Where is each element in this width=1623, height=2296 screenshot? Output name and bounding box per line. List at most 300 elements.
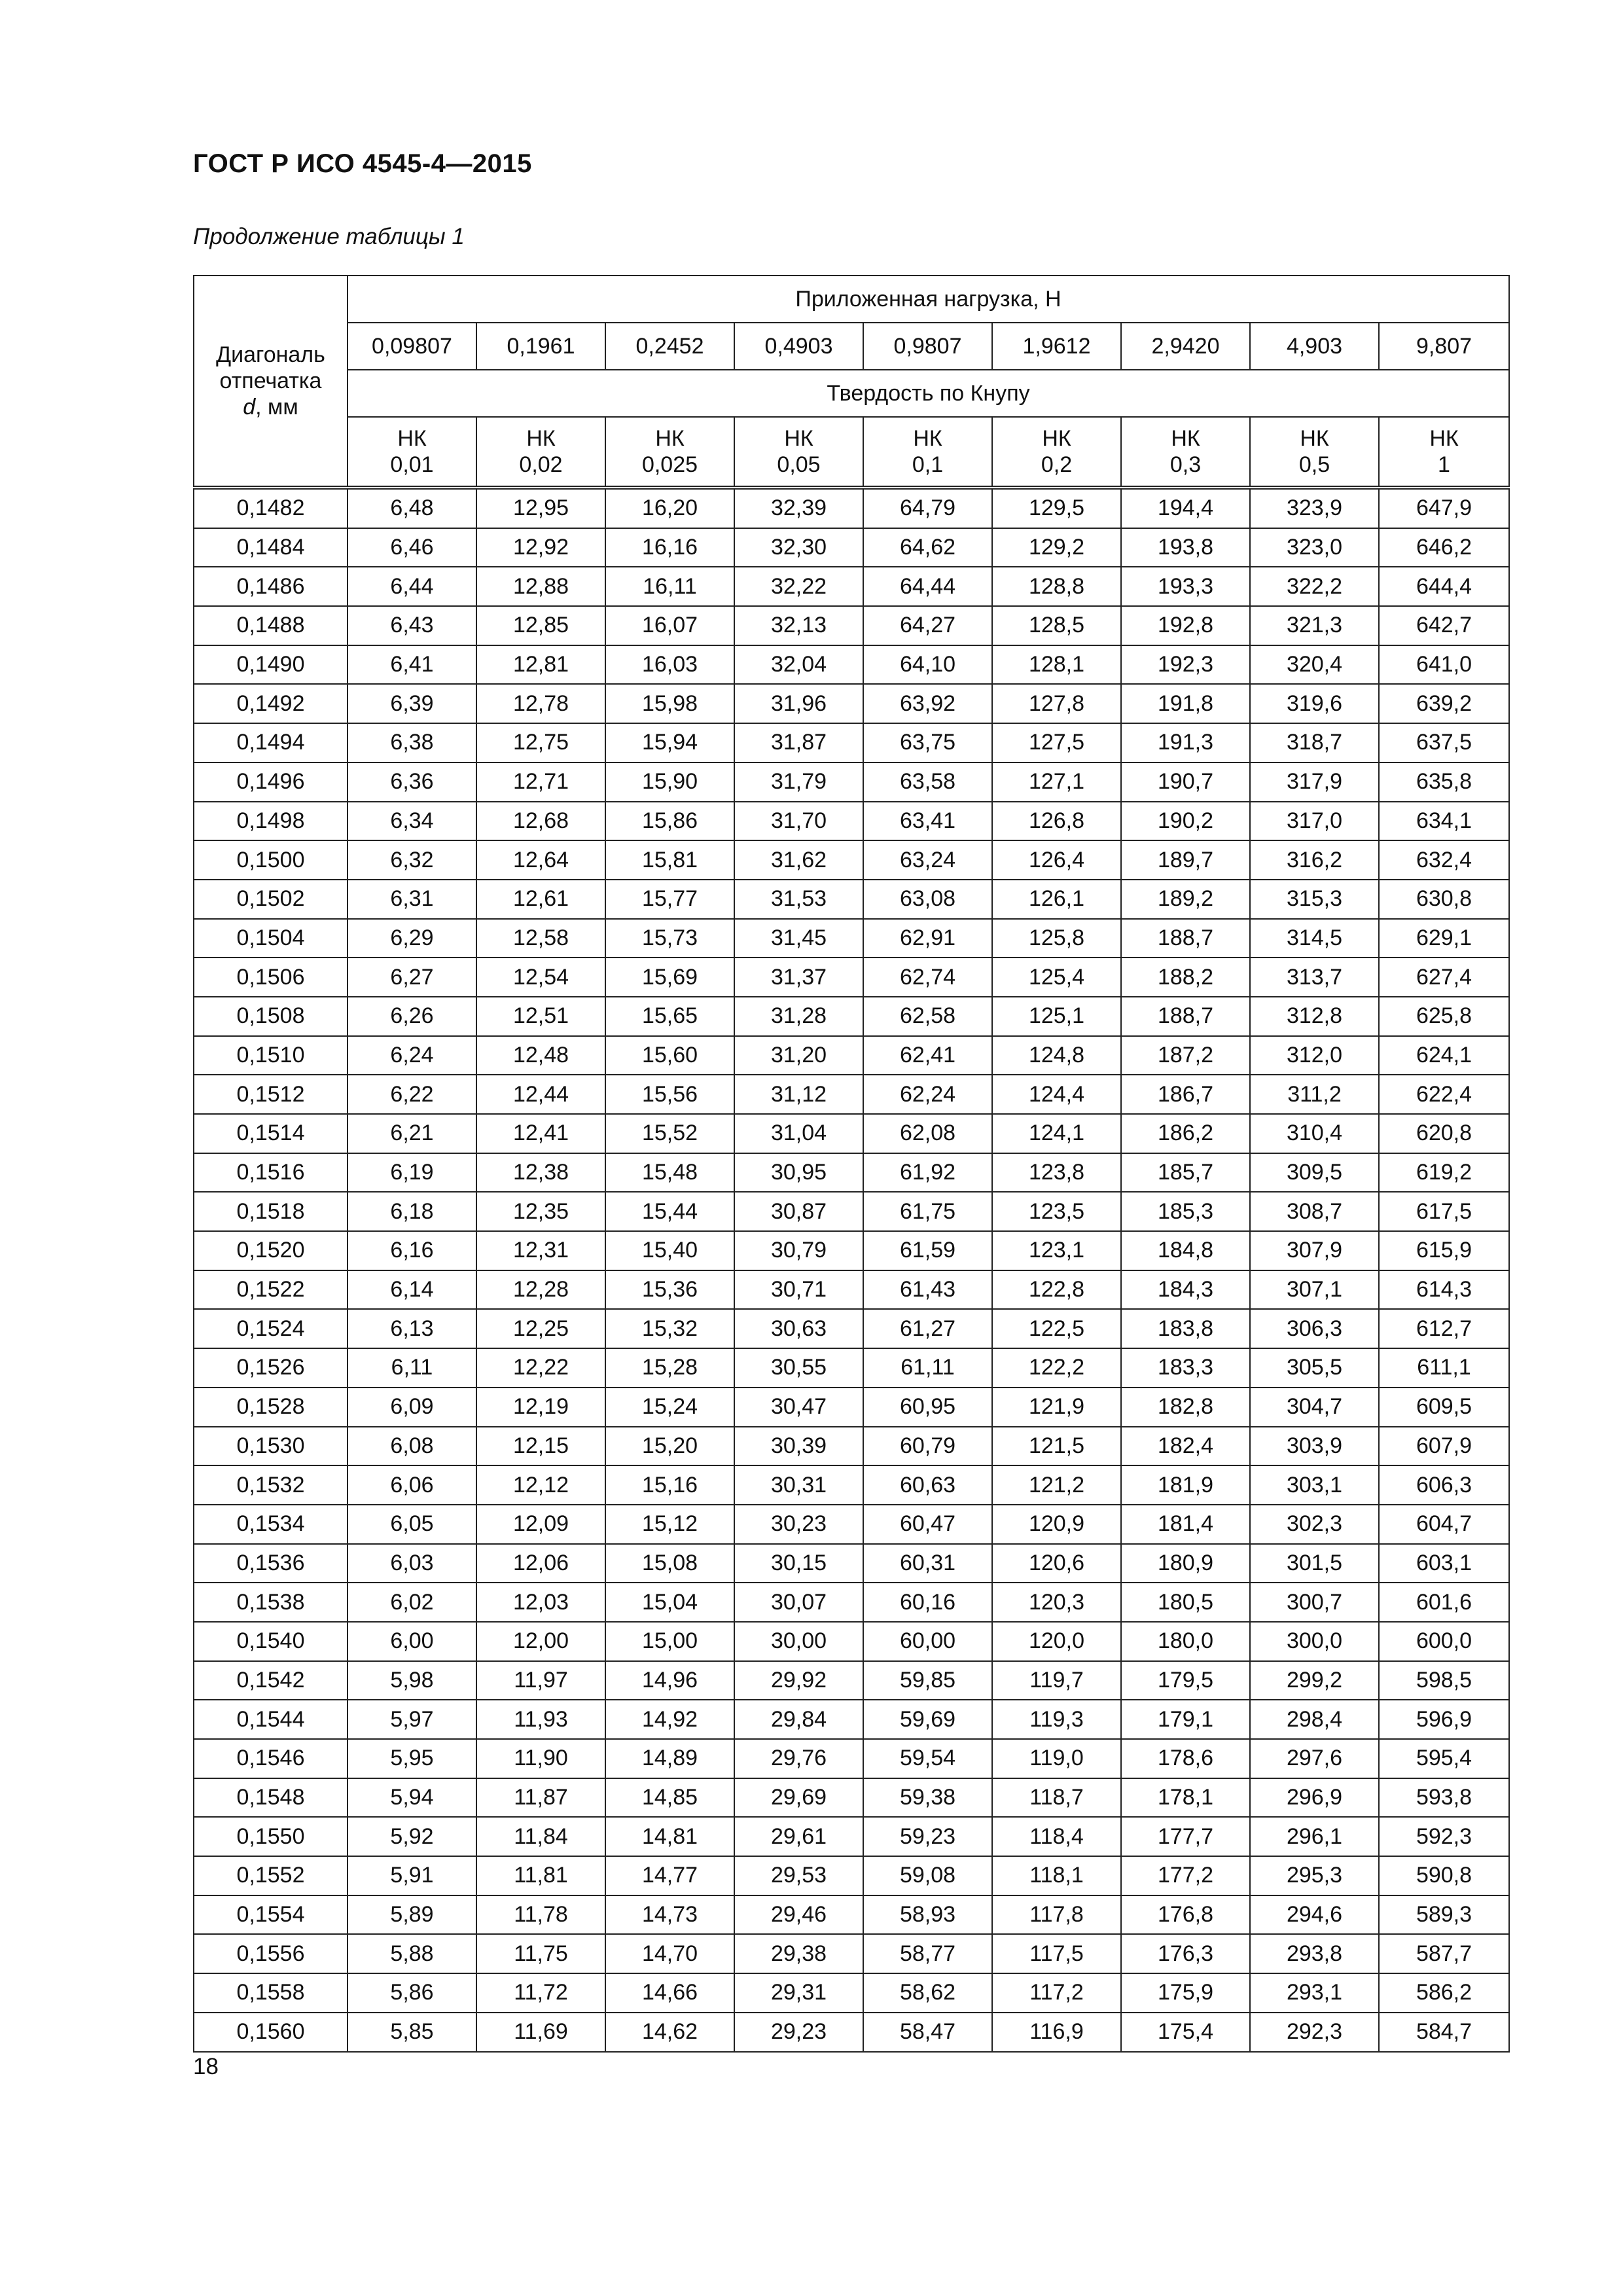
- hardness-cell: 646,2: [1379, 528, 1509, 567]
- hardness-cell: 180,9: [1121, 1544, 1250, 1583]
- hardness-cell: 63,58: [863, 762, 992, 802]
- hardness-cell: 60,47: [863, 1505, 992, 1544]
- diagonal-cell: 0,1550: [194, 1817, 348, 1856]
- hardness-cell: 12,78: [476, 684, 605, 723]
- hardness-cell: 31,87: [734, 723, 863, 762]
- diagonal-cell: 0,1552: [194, 1856, 348, 1895]
- hardness-cell: 6,34: [348, 802, 476, 841]
- hardness-cell: 321,3: [1250, 606, 1379, 645]
- hardness-cell: 5,85: [348, 2013, 476, 2052]
- hardness-cell: 128,5: [992, 606, 1121, 645]
- hardness-cell: 29,38: [734, 1934, 863, 1973]
- hardness-cell: 119,7: [992, 1661, 1121, 1700]
- hardness-cell: 14,77: [605, 1856, 734, 1895]
- hardness-cell: 62,08: [863, 1114, 992, 1153]
- table-row: [194, 1622, 1509, 1661]
- hardness-cell: 6,09: [348, 1388, 476, 1427]
- diagonal-cell: 0,1486: [194, 567, 348, 606]
- table-row: [194, 488, 1509, 528]
- hardness-cell: 62,58: [863, 997, 992, 1036]
- hardness-cell: 15,20: [605, 1427, 734, 1466]
- load-value-header: 0,09807: [348, 323, 476, 370]
- hardness-cell: 308,7: [1250, 1192, 1379, 1231]
- hardness-cell: 607,9: [1379, 1427, 1509, 1466]
- hardness-cell: 12,25: [476, 1309, 605, 1348]
- hardness-cell: 129,5: [992, 488, 1121, 528]
- hardness-cell: 15,90: [605, 762, 734, 802]
- hardness-cell: 12,81: [476, 645, 605, 685]
- diagonal-cell: 0,1496: [194, 762, 348, 802]
- diagonal-cell: 0,1488: [194, 606, 348, 645]
- hardness-cell: 63,08: [863, 880, 992, 919]
- hardness-cell: 317,0: [1250, 802, 1379, 841]
- diagonal-header-line1: Диагональ: [216, 342, 325, 367]
- hardness-cell: 614,3: [1379, 1270, 1509, 1310]
- hardness-cell: 606,3: [1379, 1465, 1509, 1505]
- hardness-cell: 15,00: [605, 1622, 734, 1661]
- hardness-cell: 6,08: [348, 1427, 476, 1466]
- diagonal-cell: 0,1538: [194, 1583, 348, 1622]
- knoop-hardness-header: Твердость по Кнупу: [348, 370, 1509, 417]
- hardness-cell: 307,9: [1250, 1231, 1379, 1270]
- hardness-cell: 60,16: [863, 1583, 992, 1622]
- hardness-cell: 294,6: [1250, 1895, 1379, 1935]
- hardness-cell: 12,92: [476, 528, 605, 567]
- table-row: [194, 723, 1509, 762]
- hardness-cell: 293,8: [1250, 1934, 1379, 1973]
- hardness-cell: 14,85: [605, 1778, 734, 1818]
- hardness-cell: 15,73: [605, 919, 734, 958]
- hardness-cell: 600,0: [1379, 1622, 1509, 1661]
- hardness-cell: 317,9: [1250, 762, 1379, 802]
- hk-scale-header: [1250, 417, 1379, 488]
- hardness-cell: 64,62: [863, 528, 992, 567]
- diagonal-cell: 0,1498: [194, 802, 348, 841]
- hardness-cell: 6,43: [348, 606, 476, 645]
- hardness-cell: 32,30: [734, 528, 863, 567]
- hardness-cell: 121,9: [992, 1388, 1121, 1427]
- hardness-cell: 311,2: [1250, 1075, 1379, 1114]
- hardness-cell: 12,19: [476, 1388, 605, 1427]
- hardness-cell: 30,87: [734, 1192, 863, 1231]
- hardness-cell: 5,86: [348, 1973, 476, 2013]
- table-row: [194, 919, 1509, 958]
- hardness-cell: 635,8: [1379, 762, 1509, 802]
- hardness-cell: 120,0: [992, 1622, 1121, 1661]
- hardness-cell: 12,58: [476, 919, 605, 958]
- diagonal-cell: 0,1532: [194, 1465, 348, 1505]
- table-row: [194, 1114, 1509, 1153]
- hardness-cell: 615,9: [1379, 1231, 1509, 1270]
- table-row: [194, 1973, 1509, 2013]
- hardness-cell: 629,1: [1379, 919, 1509, 958]
- hardness-cell: 12,88: [476, 567, 605, 606]
- hardness-cell: 11,90: [476, 1739, 605, 1778]
- hardness-cell: 29,92: [734, 1661, 863, 1700]
- hardness-cell: 63,92: [863, 684, 992, 723]
- hardness-cell: 15,24: [605, 1388, 734, 1427]
- hk-scale-header: [863, 417, 992, 488]
- hardness-cell: 123,1: [992, 1231, 1121, 1270]
- hardness-cell: 120,6: [992, 1544, 1121, 1583]
- table-row: [194, 1192, 1509, 1231]
- hardness-cell: 117,8: [992, 1895, 1121, 1935]
- hardness-cell: 64,79: [863, 488, 992, 528]
- diagonal-cell: 0,1530: [194, 1427, 348, 1466]
- hardness-cell: 29,76: [734, 1739, 863, 1778]
- load-value-header: 0,9807: [863, 323, 992, 370]
- hardness-cell: 127,1: [992, 762, 1121, 802]
- diagonal-cell: 0,1502: [194, 880, 348, 919]
- hardness-cell: 29,69: [734, 1778, 863, 1818]
- hardness-cell: 31,70: [734, 802, 863, 841]
- hardness-cell: 12,95: [476, 488, 605, 528]
- diagonal-unit: , мм: [255, 395, 298, 420]
- hardness-cell: 320,4: [1250, 645, 1379, 685]
- hardness-cell: 634,1: [1379, 802, 1509, 841]
- hardness-cell: 118,4: [992, 1817, 1121, 1856]
- hardness-cell: 6,27: [348, 958, 476, 997]
- hardness-cell: 297,6: [1250, 1739, 1379, 1778]
- hardness-cell: 313,7: [1250, 958, 1379, 997]
- table-row: [194, 958, 1509, 997]
- hardness-cell: 604,7: [1379, 1505, 1509, 1544]
- page-number: 18: [193, 2054, 219, 2079]
- diagonal-cell: 0,1510: [194, 1036, 348, 1075]
- hardness-cell: 296,9: [1250, 1778, 1379, 1818]
- hardness-cell: 609,5: [1379, 1388, 1509, 1427]
- hardness-cell: 6,41: [348, 645, 476, 685]
- hardness-cell: 188,7: [1121, 919, 1250, 958]
- hardness-cell: 12,41: [476, 1114, 605, 1153]
- hardness-cell: 127,8: [992, 684, 1121, 723]
- diagonal-cell: 0,1520: [194, 1231, 348, 1270]
- hardness-cell: 299,2: [1250, 1661, 1379, 1700]
- hardness-cell: 180,5: [1121, 1583, 1250, 1622]
- table-row: [194, 1544, 1509, 1583]
- hardness-cell: 29,31: [734, 1973, 863, 2013]
- hardness-cell: 185,3: [1121, 1192, 1250, 1231]
- hardness-cell: 322,2: [1250, 567, 1379, 606]
- hardness-cell: 323,9: [1250, 488, 1379, 528]
- hardness-cell: 116,9: [992, 2013, 1121, 2052]
- hardness-cell: 178,6: [1121, 1739, 1250, 1778]
- hardness-cell: 293,1: [1250, 1973, 1379, 2013]
- hardness-cell: 6,32: [348, 840, 476, 880]
- table-row: [194, 1661, 1509, 1700]
- diagonal-cell: 0,1542: [194, 1661, 348, 1700]
- hardness-cell: 62,41: [863, 1036, 992, 1075]
- hk-symbol: НК: [1300, 426, 1329, 451]
- hardness-cell: 603,1: [1379, 1544, 1509, 1583]
- hardness-cell: 6,38: [348, 723, 476, 762]
- table-row: [194, 1036, 1509, 1075]
- hardness-cell: 16,20: [605, 488, 734, 528]
- hardness-cell: 185,7: [1121, 1153, 1250, 1193]
- hardness-cell: 16,11: [605, 567, 734, 606]
- table-row: [194, 684, 1509, 723]
- hardness-cell: 6,22: [348, 1075, 476, 1114]
- table-row: [194, 802, 1509, 841]
- hardness-cell: 641,0: [1379, 645, 1509, 685]
- hardness-cell: 627,4: [1379, 958, 1509, 997]
- hardness-cell: 596,9: [1379, 1700, 1509, 1739]
- hardness-cell: 126,8: [992, 802, 1121, 841]
- hardness-cell: 307,1: [1250, 1270, 1379, 1310]
- hardness-cell: 14,89: [605, 1739, 734, 1778]
- hardness-cell: 11,93: [476, 1700, 605, 1739]
- hardness-cell: 15,16: [605, 1465, 734, 1505]
- hardness-cell: 6,00: [348, 1622, 476, 1661]
- hardness-cell: 124,4: [992, 1075, 1121, 1114]
- hardness-cell: 15,48: [605, 1153, 734, 1193]
- table-row: [194, 1231, 1509, 1270]
- diagonal-header: [194, 276, 348, 488]
- table-row: [194, 1348, 1509, 1388]
- hardness-cell: 586,2: [1379, 1973, 1509, 2013]
- hardness-cell: 316,2: [1250, 840, 1379, 880]
- diagonal-cell: 0,1508: [194, 997, 348, 1036]
- hardness-cell: 12,71: [476, 762, 605, 802]
- hardness-cell: 12,85: [476, 606, 605, 645]
- hardness-cell: 12,44: [476, 1075, 605, 1114]
- hardness-cell: 632,4: [1379, 840, 1509, 880]
- hardness-cell: 6,18: [348, 1192, 476, 1231]
- table-row: [194, 1270, 1509, 1310]
- table-row: [194, 1778, 1509, 1818]
- hardness-cell: 12,06: [476, 1544, 605, 1583]
- hardness-cell: 300,7: [1250, 1583, 1379, 1622]
- table-row: [194, 880, 1509, 919]
- hardness-cell: 30,00: [734, 1622, 863, 1661]
- table-row: [194, 1700, 1509, 1739]
- hardness-cell: 12,12: [476, 1465, 605, 1505]
- hardness-cell: 30,31: [734, 1465, 863, 1505]
- hardness-cell: 30,23: [734, 1505, 863, 1544]
- hardness-cell: 189,2: [1121, 880, 1250, 919]
- hardness-cell: 5,91: [348, 1856, 476, 1895]
- diagonal-cell: 0,1556: [194, 1934, 348, 1973]
- hardness-cell: 14,66: [605, 1973, 734, 2013]
- hardness-cell: 16,03: [605, 645, 734, 685]
- hk-scale-header: [1379, 417, 1509, 488]
- hardness-cell: 6,16: [348, 1231, 476, 1270]
- hardness-cell: 182,8: [1121, 1388, 1250, 1427]
- hardness-cell: 5,98: [348, 1661, 476, 1700]
- hardness-cell: 625,8: [1379, 997, 1509, 1036]
- diagonal-cell: 0,1534: [194, 1505, 348, 1544]
- hardness-cell: 306,3: [1250, 1309, 1379, 1348]
- hardness-cell: 15,52: [605, 1114, 734, 1153]
- hardness-cell: 639,2: [1379, 684, 1509, 723]
- hk-scale-value: 0,2: [1041, 452, 1073, 477]
- table-row: [194, 1505, 1509, 1544]
- hardness-cell: 32,04: [734, 645, 863, 685]
- hardness-cell: 30,39: [734, 1427, 863, 1466]
- hardness-cell: 12,03: [476, 1583, 605, 1622]
- hardness-cell: 301,5: [1250, 1544, 1379, 1583]
- hardness-cell: 644,4: [1379, 567, 1509, 606]
- hardness-cell: 298,4: [1250, 1700, 1379, 1739]
- table-row: [194, 1856, 1509, 1895]
- hardness-cell: 15,32: [605, 1309, 734, 1348]
- hardness-cell: 12,35: [476, 1192, 605, 1231]
- hardness-cell: 310,4: [1250, 1114, 1379, 1153]
- diagonal-cell: 0,1548: [194, 1778, 348, 1818]
- hardness-cell: 5,88: [348, 1934, 476, 1973]
- hardness-cell: 15,98: [605, 684, 734, 723]
- hk-symbol: НК: [1042, 426, 1071, 451]
- hardness-cell: 30,71: [734, 1270, 863, 1310]
- hardness-cell: 302,3: [1250, 1505, 1379, 1544]
- hardness-cell: 29,53: [734, 1856, 863, 1895]
- hardness-cell: 125,8: [992, 919, 1121, 958]
- hardness-cell: 619,2: [1379, 1153, 1509, 1193]
- hardness-cell: 323,0: [1250, 528, 1379, 567]
- document-title: ГОСТ Р ИСО 4545-4—2015: [193, 149, 532, 178]
- table-row: [194, 1465, 1509, 1505]
- hardness-cell: 6,02: [348, 1583, 476, 1622]
- hardness-cell: 300,0: [1250, 1622, 1379, 1661]
- hardness-cell: 58,62: [863, 1973, 992, 2013]
- hardness-cell: 31,04: [734, 1114, 863, 1153]
- hardness-cell: 126,4: [992, 840, 1121, 880]
- table-row: [194, 997, 1509, 1036]
- hardness-cell: 119,0: [992, 1739, 1121, 1778]
- hardness-cell: 630,8: [1379, 880, 1509, 919]
- diagonal-cell: 0,1536: [194, 1544, 348, 1583]
- hardness-cell: 31,37: [734, 958, 863, 997]
- diagonal-cell: 0,1524: [194, 1309, 348, 1348]
- hardness-cell: 125,4: [992, 958, 1121, 997]
- hardness-cell: 303,9: [1250, 1427, 1379, 1466]
- hardness-cell: 181,9: [1121, 1465, 1250, 1505]
- hardness-cell: 178,1: [1121, 1778, 1250, 1818]
- knoop-hardness-table: [193, 275, 1510, 2053]
- hardness-cell: 15,28: [605, 1348, 734, 1388]
- hardness-cell: 30,07: [734, 1583, 863, 1622]
- table-row: [194, 606, 1509, 645]
- hardness-cell: 63,41: [863, 802, 992, 841]
- hardness-cell: 58,93: [863, 1895, 992, 1935]
- hardness-cell: 29,61: [734, 1817, 863, 1856]
- hardness-cell: 117,5: [992, 1934, 1121, 1973]
- hardness-cell: 186,7: [1121, 1075, 1250, 1114]
- applied-load-header: Приложенная нагрузка, Н: [348, 276, 1509, 323]
- hardness-cell: 12,61: [476, 880, 605, 919]
- hardness-cell: 11,97: [476, 1661, 605, 1700]
- hardness-cell: 191,8: [1121, 684, 1250, 723]
- hardness-cell: 190,7: [1121, 762, 1250, 802]
- load-value-header: 9,807: [1379, 323, 1509, 370]
- hardness-cell: 60,79: [863, 1427, 992, 1466]
- hardness-cell: 292,3: [1250, 2013, 1379, 2052]
- hardness-cell: 180,0: [1121, 1622, 1250, 1661]
- hardness-cell: 305,5: [1250, 1348, 1379, 1388]
- hardness-cell: 118,7: [992, 1778, 1121, 1818]
- hardness-cell: 314,5: [1250, 919, 1379, 958]
- diagonal-cell: 0,1514: [194, 1114, 348, 1153]
- hardness-cell: 118,1: [992, 1856, 1121, 1895]
- hardness-cell: 5,97: [348, 1700, 476, 1739]
- hardness-cell: 6,13: [348, 1309, 476, 1348]
- hardness-cell: 303,1: [1250, 1465, 1379, 1505]
- hardness-cell: 16,16: [605, 528, 734, 567]
- hardness-cell: 14,81: [605, 1817, 734, 1856]
- hardness-cell: 6,14: [348, 1270, 476, 1310]
- table-row: [194, 1153, 1509, 1193]
- hardness-cell: 29,46: [734, 1895, 863, 1935]
- hardness-cell: 128,1: [992, 645, 1121, 685]
- load-value-header: 0,2452: [605, 323, 734, 370]
- load-value-header: 0,4903: [734, 323, 863, 370]
- hardness-cell: 15,40: [605, 1231, 734, 1270]
- hardness-cell: 30,47: [734, 1388, 863, 1427]
- hardness-cell: 15,86: [605, 802, 734, 841]
- diagonal-cell: 0,1484: [194, 528, 348, 567]
- hardness-cell: 12,51: [476, 997, 605, 1036]
- hardness-cell: 120,3: [992, 1583, 1121, 1622]
- hardness-cell: 15,36: [605, 1270, 734, 1310]
- hardness-cell: 11,72: [476, 1973, 605, 2013]
- diagonal-cell: 0,1554: [194, 1895, 348, 1935]
- diagonal-cell: 0,1506: [194, 958, 348, 997]
- hk-symbol: НК: [655, 426, 685, 451]
- hardness-cell: 15,65: [605, 997, 734, 1036]
- hardness-cell: 617,5: [1379, 1192, 1509, 1231]
- hardness-cell: 11,75: [476, 1934, 605, 1973]
- hardness-cell: 6,03: [348, 1544, 476, 1583]
- hardness-cell: 6,36: [348, 762, 476, 802]
- hardness-cell: 5,92: [348, 1817, 476, 1856]
- hardness-cell: 179,1: [1121, 1700, 1250, 1739]
- hardness-cell: 30,15: [734, 1544, 863, 1583]
- hardness-cell: 15,94: [605, 723, 734, 762]
- hardness-cell: 124,1: [992, 1114, 1121, 1153]
- hardness-cell: 188,7: [1121, 997, 1250, 1036]
- hk-scale-header: [734, 417, 863, 488]
- hk-scale-header: [992, 417, 1121, 488]
- table-row: [194, 1583, 1509, 1622]
- table-row: [194, 528, 1509, 567]
- diagonal-cell: 0,1560: [194, 2013, 348, 2052]
- hardness-cell: 117,2: [992, 1973, 1121, 2013]
- hardness-cell: 31,53: [734, 880, 863, 919]
- hardness-cell: 637,5: [1379, 723, 1509, 762]
- hk-scale-value: 1: [1438, 452, 1450, 477]
- diagonal-cell: 0,1546: [194, 1739, 348, 1778]
- hk-scale-header: [348, 417, 476, 488]
- hardness-cell: 16,07: [605, 606, 734, 645]
- hardness-cell: 184,3: [1121, 1270, 1250, 1310]
- diagonal-cell: 0,1522: [194, 1270, 348, 1310]
- hardness-cell: 122,2: [992, 1348, 1121, 1388]
- hardness-cell: 176,8: [1121, 1895, 1250, 1935]
- diagonal-cell: 0,1558: [194, 1973, 348, 2013]
- table-caption: Продолжение таблицы 1: [193, 224, 465, 249]
- hardness-cell: 318,7: [1250, 723, 1379, 762]
- hardness-cell: 63,75: [863, 723, 992, 762]
- hardness-cell: 58,77: [863, 1934, 992, 1973]
- hardness-cell: 5,95: [348, 1739, 476, 1778]
- hardness-cell: 12,48: [476, 1036, 605, 1075]
- hardness-cell: 14,92: [605, 1700, 734, 1739]
- diagonal-cell: 0,1500: [194, 840, 348, 880]
- hardness-cell: 15,60: [605, 1036, 734, 1075]
- hardness-cell: 31,79: [734, 762, 863, 802]
- hardness-cell: 59,54: [863, 1739, 992, 1778]
- table-row: [194, 1817, 1509, 1856]
